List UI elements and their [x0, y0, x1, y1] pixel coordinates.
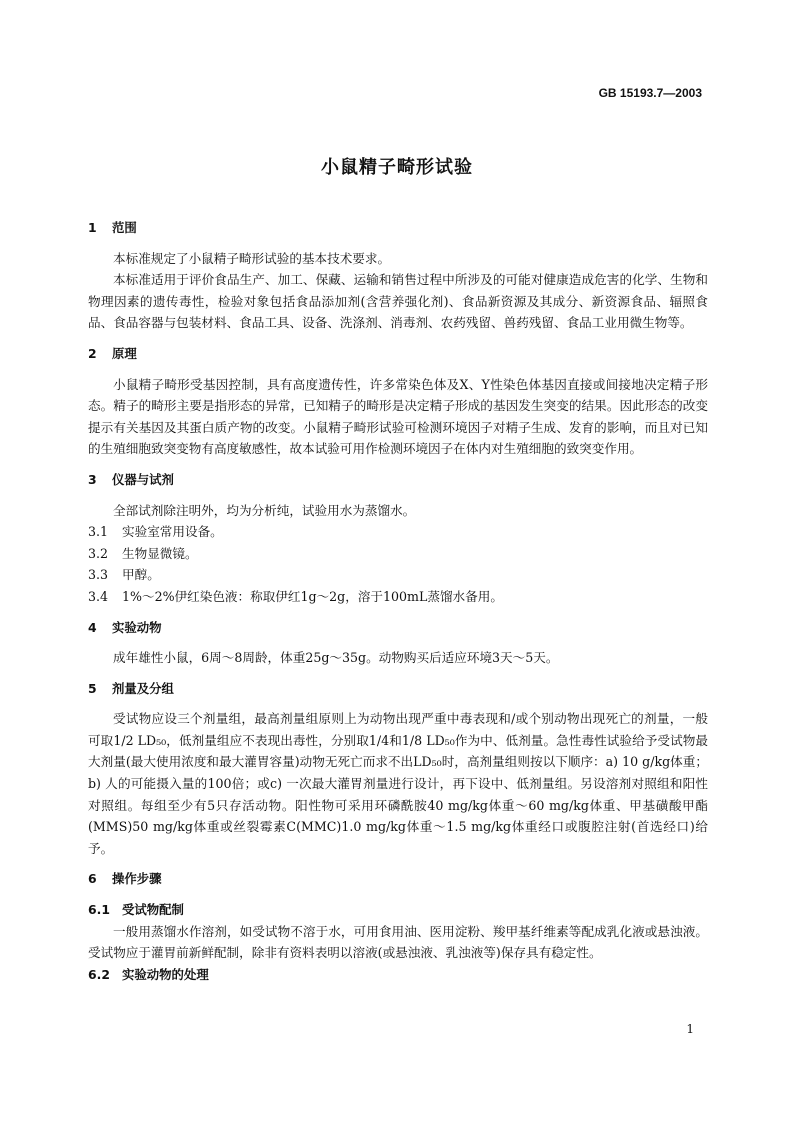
section-heading-instruments [88, 469, 708, 491]
paragraph: 小鼠精子畸形受基因控制，具有高度遗传性，许多常染色体及X、Y性染色体基因直接或间接地决定精子形态。精子的畸形主要是指形态的异常，已知精子的畸形是决定精子形成的基因发生突变的结果。因此形态的改变提示有关基因及其蛋白质产物的改变。小鼠精子畸形试验可检测环境因子对精子生成、发育的影响，而且对已知的生殖细胞致突变物有高度敏感性，故本试验可用作检测环境因子在体内对生殖细胞的致突变作用。 [88, 376, 708, 457]
section-title: 原理 [112, 345, 137, 361]
section-number: 1 [88, 220, 97, 235]
subsection-number: 6.2 [88, 966, 110, 982]
section-title: 剂量及分组 [112, 680, 174, 696]
section-number: 5 [88, 680, 97, 696]
item-number: 3.4 [88, 588, 109, 604]
item-number: 3.1 [88, 524, 109, 540]
section-heading-scope [88, 217, 708, 239]
section-number: 2 [88, 345, 97, 361]
subsection-title: 受试物配制 [122, 902, 184, 918]
item-number: 3.2 [88, 545, 109, 561]
subsection-number: 6.1 [88, 902, 110, 918]
section-number: 4 [88, 619, 97, 635]
item-text: 1%～2%伊红染色液：称取伊红1g～2g，溶于100mL蒸馏水备用。 [122, 588, 503, 604]
paragraph: 成年雄性小鼠，6周～8周龄，体重25g～35g。动物购买后适应环境3天～5天。 [113, 650, 559, 666]
subsection-heading [88, 899, 708, 921]
list-item [88, 564, 708, 586]
section-number: 3 [88, 471, 97, 487]
document-title: 小鼠精子畸形试验 [321, 157, 473, 178]
section-number: 6 [88, 871, 97, 887]
section-title: 仪器与试剂 [112, 471, 174, 487]
paragraph: 全部试剂除注明外，均为分析纯，试验用水为蒸馏水。 [113, 502, 416, 518]
item-text: 实验室常用设备。 [122, 524, 223, 540]
section-heading-animals [88, 617, 708, 639]
subsection-title: 实验动物的处理 [122, 966, 209, 982]
paragraph: 一般用蒸馏水作溶剂，如受试物不溶于水，可用食用油、医用淀粉、羧甲基纤维素等配成乳化液或悬浊液。受试物应于灌胃前新鲜配制，除非有资料表明以溶液(或悬浊液、乳浊液等)保存具有稳定性。 [88, 923, 708, 961]
section-heading-dosage [88, 678, 708, 700]
item-text: 生物显微镜。 [122, 545, 198, 561]
list-item [88, 586, 708, 608]
standard-code: GB 15193.7—2003 [598, 86, 702, 100]
subsection-heading [88, 964, 708, 986]
section-title: 操作步骤 [112, 871, 162, 887]
list-item [88, 543, 708, 565]
item-text: 甲醇。 [122, 567, 160, 583]
section-heading-principle [88, 343, 708, 365]
document-body [88, 217, 708, 985]
paragraph: 本标准适用于评价食品生产、加工、保藏、运输和销售过程中所涉及的可能对健康造成危害的化学、生物和物理因素的遗传毒性，检验对象包括食品添加剂(含营养强化剂)、食品新资源及其成分、新资源食品、辐照食品、食品容器与包装材料、食品工具、设备、洗涤剂、消毒剂、农药残留、兽药残留、食品工业用微生物等。 [88, 272, 708, 331]
section-heading-procedure [88, 868, 708, 890]
paragraph: 受试物应设三个剂量组，最高剂量组原则上为动物出现严重中毒表现和/或个别动物出现死亡的剂量，一般可取1/2 LD₅₀，低剂量组应不表现出毒性，分别取1/4和1/8 LD₅₀作为中、低剂量。急性毒性试验给予受试物最大剂量(最大使用浓度和最大灌胃容量)动物无死亡而求不出LD₅₀时，高剂量组则按以下顺序：a) 10 g/kg体重；b) 人的可能摄入量的100倍；或c) 一次最大灌胃剂量进行设计，再下设中、低剂量组。另设溶剂对照组和阳性对照组。每组至少有5只存活动物。阳性物可采用环磷酰胺40 mg/kg体重～60 mg/kg体重、甲基磺酸甲酯(MMS)50 mg/kg体重或丝裂霉素C(MMC)1.0 mg/kg体重～1.5 mg/kg体重经口或腹腔注射(首选经口)给予。 [88, 711, 708, 856]
list-item [88, 521, 708, 543]
section-title: 范围 [112, 220, 137, 235]
item-number: 3.3 [88, 567, 109, 583]
section-title: 实验动物 [112, 619, 162, 635]
paragraph: 本标准规定了小鼠精子畸形试验的基本技术要求。 [113, 250, 391, 266]
page-number: 1 [686, 1022, 694, 1036]
